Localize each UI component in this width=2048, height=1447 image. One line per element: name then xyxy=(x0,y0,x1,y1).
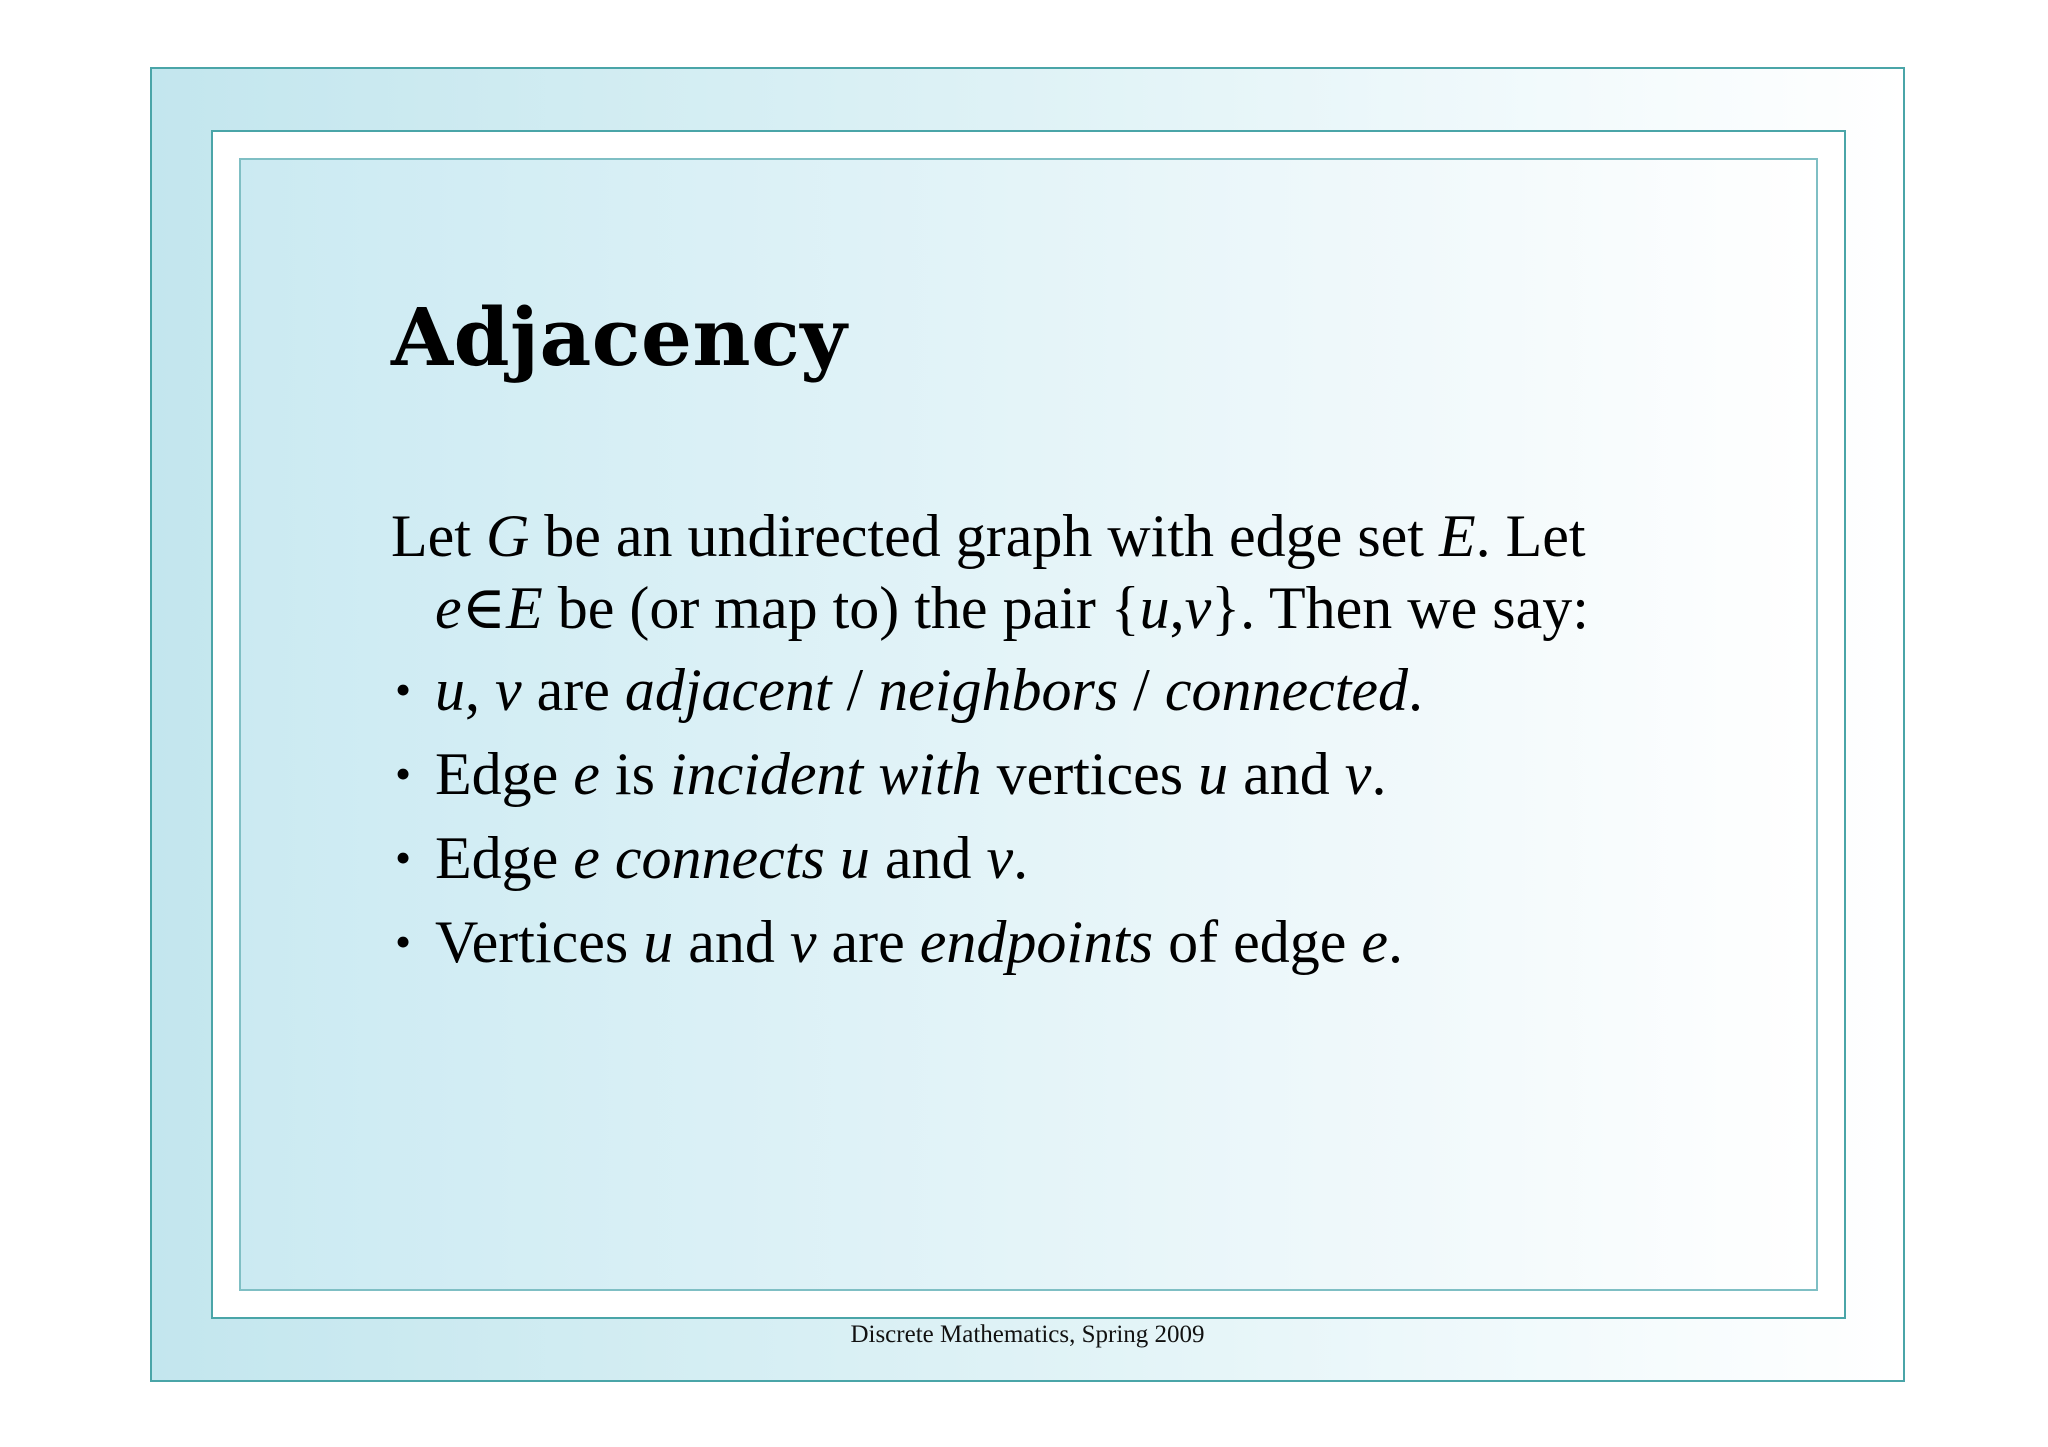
italic-run: G xyxy=(485,503,530,569)
slide-content-panel xyxy=(239,158,1818,1291)
italic-run: neighbors xyxy=(878,657,1119,723)
slide-title: Adjacency xyxy=(391,290,848,384)
bullet-list xyxy=(391,654,1711,978)
text-run: be an undirected graph with edge set xyxy=(529,503,1439,569)
bullet-item xyxy=(391,906,1711,978)
bullet-text xyxy=(435,741,1386,807)
text-run: and xyxy=(869,825,987,891)
italic-run: u xyxy=(1139,575,1170,641)
italic-run: u xyxy=(1198,741,1229,807)
text-run: is xyxy=(599,741,670,807)
italic-run: v xyxy=(1184,575,1212,641)
text-run: / xyxy=(831,657,879,723)
text-run xyxy=(600,825,615,891)
text-run: / xyxy=(1118,657,1165,723)
italic-run: v xyxy=(1344,741,1372,807)
italic-run: u xyxy=(643,909,674,975)
text-run: and xyxy=(673,909,790,975)
slide-outer-frame xyxy=(150,67,1905,1382)
italic-run: v xyxy=(986,825,1014,891)
text-run: Edge xyxy=(435,825,574,891)
text-run: vertices xyxy=(981,741,1199,807)
italic-run: adjacent xyxy=(624,657,832,723)
intro-line-1 xyxy=(391,500,1711,572)
text-run: . xyxy=(1408,657,1424,723)
text-run: , xyxy=(465,657,495,723)
italic-run: v xyxy=(495,657,522,723)
bullet-dot: • xyxy=(395,748,412,799)
bullet-item xyxy=(391,822,1711,894)
bullet-text xyxy=(435,657,1423,723)
italic-run: incident with xyxy=(669,741,982,807)
slide-body xyxy=(391,500,1711,990)
italic-run: E xyxy=(506,575,543,641)
bullet-item xyxy=(391,654,1711,726)
text-run: . xyxy=(1371,741,1387,807)
text-run: . xyxy=(1013,825,1029,891)
text-run: and xyxy=(1228,741,1345,807)
text-run: be (or map to) the pair { xyxy=(542,575,1140,641)
text-run: Vertices xyxy=(435,909,644,975)
italic-run: connected xyxy=(1164,657,1409,723)
italic-run: v xyxy=(789,909,817,975)
text-run: are xyxy=(521,657,625,723)
italic-run: endpoints xyxy=(919,909,1154,975)
italic-run: u xyxy=(839,825,870,891)
bullet-dot: • xyxy=(395,832,412,883)
text-run: Edge xyxy=(435,741,574,807)
bullet-text xyxy=(435,825,1028,891)
text-run: are xyxy=(816,909,920,975)
bullet-text xyxy=(435,909,1403,975)
italic-run: connects xyxy=(614,825,825,891)
text-run xyxy=(825,825,840,891)
italic-run: e xyxy=(435,575,462,641)
italic-run: e xyxy=(573,741,600,807)
bullet-dot: • xyxy=(395,664,412,715)
text-run: . xyxy=(1388,909,1403,975)
text-run: , xyxy=(1169,575,1185,641)
text-run: }. Then we say: xyxy=(1211,575,1589,641)
slide-middle-frame xyxy=(211,130,1846,1319)
text-run: ∈ xyxy=(461,575,507,641)
bullet-item xyxy=(391,738,1711,810)
italic-run: e xyxy=(573,825,600,891)
text-run: Let xyxy=(391,503,486,569)
text-run: . Let xyxy=(1475,503,1586,569)
slide-footer: Discrete Mathematics, Spring 2009 xyxy=(850,1321,1205,1348)
bullet-dot: • xyxy=(395,916,412,967)
text-run: of edge xyxy=(1153,909,1362,975)
intro-line-2 xyxy=(391,572,1711,644)
italic-run: e xyxy=(1361,909,1388,975)
italic-run: u xyxy=(435,657,465,723)
italic-run: E xyxy=(1438,503,1476,569)
